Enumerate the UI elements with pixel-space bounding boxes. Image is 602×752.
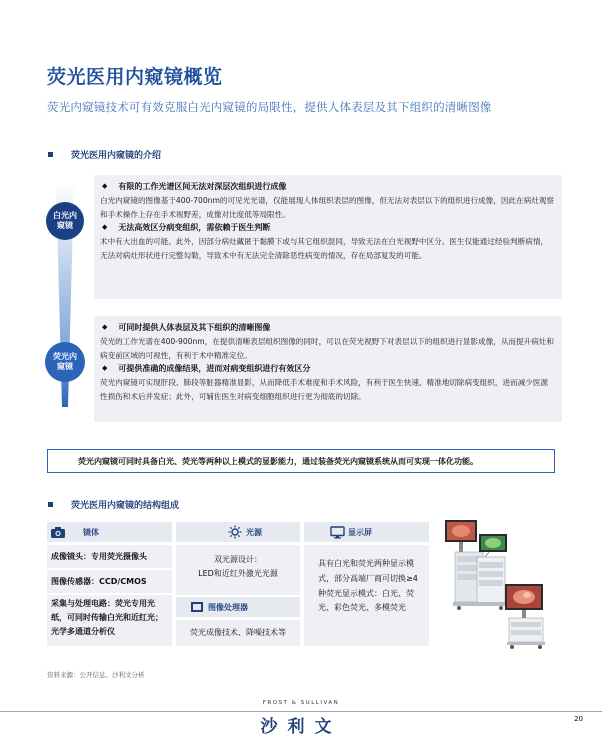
light-header xyxy=(176,522,300,542)
endoscope-system-image xyxy=(437,512,557,652)
white-point2-text: 术中有大出血的可能。此外，因部分病灶藏匿于黏膜下或与其它组织混同，导致无法在白光视野中区分。医生仅能通过经验判断病情，无法对病灶形状进行完整勾勒，导致术中有无法完全清除恶性病变的情况，存在局部复发的可能。 xyxy=(100,237,549,261)
mirror-header xyxy=(47,522,172,542)
display-label: 显示屏 xyxy=(348,527,372,537)
structure-heading-text: 荧光医用内窥镜的结构组成 xyxy=(71,501,180,511)
camera-icon xyxy=(47,522,69,542)
fluorescent-endoscope-badge: 荧光内窥镜 xyxy=(45,342,85,382)
diamond-bullet-icon: ◆ xyxy=(102,182,108,190)
mirror-row-circuit: 采集与处理电路：荧光专用光纸，可同时传输白光和近红光；光学多通道分析仪 xyxy=(47,595,172,646)
summary-callout: 荧光内窥镜可同时具备白光、荧光等两种以上模式的显影能力，通过装备荧光内窥镜系统从而可实现一体化功能。 xyxy=(47,449,555,473)
white-point2-title: ◆ 无法高效区分病变组织，需依赖于医生判断 xyxy=(102,223,271,233)
fluor-point2-text: 荧光内窥镜可实现肝段、肺段等脏器精准显影，从而降低手术难度和手术风险，有利于医生快速、精准地切除病变组织，进而减少医源性损伤和术后并发症；此外，可辅佐医生对病变细胞组织进行更为彻底的切除。 xyxy=(100,378,549,402)
light-text-2: LED和近红外激光光源 xyxy=(198,569,278,578)
light-column xyxy=(176,522,300,646)
processor-header xyxy=(176,597,300,617)
monitor-icon xyxy=(326,522,348,542)
sun-icon xyxy=(224,522,246,542)
intro-section-heading xyxy=(48,148,161,161)
display-body: 具有白光和荧光两种显示模式，部分高端厂商可切换≥4种荧光显示模式：白光、荧光、彩色荧光、多模荧光 xyxy=(304,545,429,646)
structure-section-heading xyxy=(48,498,179,511)
fluor-point2-title: ◆ 可提供准确的成像结果，进而对病变组织进行有效区分 xyxy=(102,364,311,374)
display-column xyxy=(304,522,429,646)
page-title: 荧光医用内窥镜概览 xyxy=(47,66,223,88)
processor-body: 荧光成像技术、降噪技术等 xyxy=(176,620,300,646)
light-label: 光源 xyxy=(246,527,262,537)
white-light-panel xyxy=(94,175,562,299)
light-body xyxy=(176,545,300,595)
page-number: 20 xyxy=(574,715,583,723)
mirror-row-sensor: 图像传感器：CCD/CMOS xyxy=(47,570,172,593)
processor-label: 图像处理器 xyxy=(208,602,248,612)
bullet-square-icon xyxy=(48,502,53,507)
light-text-1: 双光源设计： xyxy=(214,555,262,564)
footer-brand-en: FROST & SULLIVAN xyxy=(0,700,602,706)
mirror-row-lens: 成像镜头：专用荧光摄像头 xyxy=(47,545,172,568)
fluor-point1-title: ◆ 可同时提供人体表层及其下组织的清晰图像 xyxy=(102,323,271,332)
white-light-endoscope-badge: 白光内窥镜 xyxy=(46,202,84,240)
mirror-label: 镜体 xyxy=(83,527,99,537)
source-note: 资料来源：公开信息、沙利文分析 xyxy=(47,671,145,679)
diamond-bullet-icon: ◆ xyxy=(102,223,108,232)
page-subtitle: 荧光内窥镜技术可有效克服白光内窥镜的局限性，提供人体表层及其下组织的清晰图像 xyxy=(47,100,492,114)
bullet-square-icon xyxy=(48,152,53,157)
mirror-column xyxy=(47,522,172,646)
white-point1-text: 白光内窥镜的图像基于400-700nm的可见光光谱，仅能展现人体组织表层的图像，但无法对表层以下的组织进行成像，因此在病灶观察和手术操作上存在手术视野差，成像对比度低等局限性。 xyxy=(100,196,554,220)
intro-block xyxy=(44,172,562,432)
processor-icon xyxy=(186,597,208,617)
structure-grid xyxy=(47,522,429,646)
footer-brand-cn: 沙利文 xyxy=(260,717,342,737)
diamond-bullet-icon: ◆ xyxy=(102,364,108,373)
intro-heading-text: 荧光医用内窥镜的介绍 xyxy=(71,151,162,161)
white-point1-title: ◆ 有限的工作光谱区间无法对深层次组织进行成像 xyxy=(102,182,287,191)
display-header xyxy=(304,522,429,542)
diamond-bullet-icon: ◆ xyxy=(102,323,108,331)
fluorescent-panel xyxy=(94,316,562,422)
fluor-point1-text: 荧光的工作光谱在400-900nm，在提供清晰表层组织图像的同时，可以在荧光视野下对表层以下的组织进行显影成像，从而提升病灶和病变前区域的可视性，有利于术中精准定位。 xyxy=(100,337,554,361)
